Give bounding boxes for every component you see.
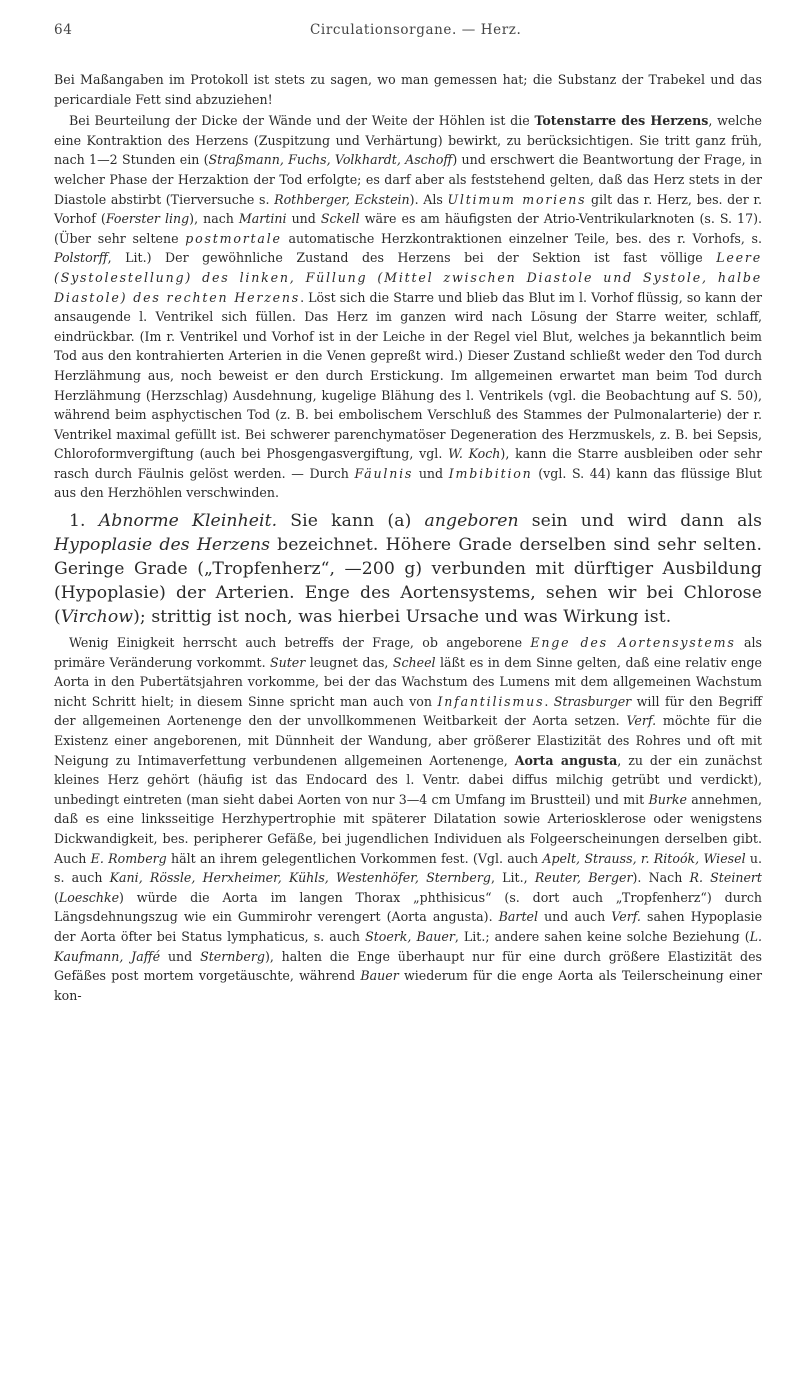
spaced-term: Fäulnis	[354, 465, 414, 481]
author-citation: Verf.	[611, 909, 641, 925]
author-citation: Strasburger	[553, 693, 632, 709]
section-title: Abnorme Kleinheit.	[98, 511, 278, 532]
page-number: 64	[54, 22, 73, 38]
section-heading-abnorme-kleinheit: 1. Abnorme Kleinheit. Sie kann (a) angeboren sein und wird dann als Hypoplasie des Herzens bezeichnet. Höhere Grade derselben sind sehr selten. Geringe Grade („Tropfenherz“, —200 g) verbunden mit dürftiger Ausbildung (Hypoplasie) der Arterien. Enge des Aortensystems, sehen wir bei Chlorose (Virchow); strittig ist noch, was hierbei Ursache und was Wirkung ist.	[54, 511, 763, 628]
author-citation: E. Romberg	[90, 850, 167, 866]
author-citation: Kani, Rössle, Herxheimer, Kühls, Westenhöfer, Sternberg	[109, 870, 491, 886]
author-citation: Scheel	[392, 654, 436, 670]
spaced-term: postmortale	[185, 230, 282, 246]
spaced-term: Ultimum moriens	[447, 191, 587, 207]
bold-term: Aorta angusta	[514, 752, 618, 768]
author-citation: Apelt, Strauss, r. Ritoók, Wiesel	[542, 850, 746, 866]
author-citation: Reuter, Berger	[534, 870, 633, 886]
author-citation: Foerster ling	[105, 211, 190, 227]
spaced-term: Leere (Systolestellung) des linken, Füllung (Mittel zwischen Diastole und Systole, halbe Diastole) des rechten Herzens	[54, 250, 762, 305]
author-citation: Suter	[270, 654, 306, 670]
author-citation: Sckell	[320, 211, 360, 227]
author-citation: Burke	[648, 791, 687, 807]
author-citation: Martini	[238, 211, 287, 227]
paragraph-aortenenge: Wenig Einigkeit herrscht auch betreffs der Frage, ob angeborene Enge des Aortensystems als primäre Veränderung vorkommt. Suter leugnet das, Scheel läßt es in dem Sinne gelten, daß eine relativ enge Aorta in den Pubertätsjahren vorkomme, bei der das Wachstum des Lumens mit dem allgemeinen Wachstum nicht Schritt hielt; in diesem Sinne spricht man auch von Infantilismus. Strasburger will für den Begriff der allgemeinen Aortenenge den der unvollkommenen Weitbarkeit der Aorta setzen. Verf. möchte für die Existenz einer angeborenen, mit Dünnheit der Wandung, aber größerer Elastizität des Rohres und oft mit Neigung zu Intimaverfettung verbundenen allgemeinen Aortenenge, Aorta angusta, zu der ein zunächst kleines Herz gehört (häufig ist das Endocard des l. Ventr. dabei diffus milchig getrübt und verdickt), unbedingt eintreten (man sieht dabei Aorten von nur 3—4 cm Umfang im Brustteil) und mit Burke annehmen, daß es eine linksseitige Herzhypertrophie mit späterer Dilatation sowie Arteriosklerose oder wenigstens Dickwandigkeit, bes. peripherer Gefäße, bei jugendlichen Individuen als Folgeerscheinungen derselben gibt. Auch E. Romberg hält an ihrem gelegentlichen Vorkommen fest. (Vgl. auch Apelt, Strauss, r. Ritoók, Wiesel u. s. auch Kani, Rössle, Herxheimer, Kühls, Westenhöfer, Sternberg, Lit., Reuter, Berger). Nach R. Steinert (Loeschke) würde die Aorta im langen Thorax „phthisicus“ (s. dort auch „Tropfenherz“) durch Längsdehnungszug wie ein Gummirohr verengert (Aorta angusta). Bartel und auch Verf. sahen Hypoplasie der Aorta öfter bei Status lymphaticus, s. auch Stoerk, Bauer, Lit.; andere sahen keine solche Beziehung (L. Kaufmann, Jaffé und Sternberg), halten die Enge überhaupt nur für eine durch größere Elastizität des Gefäßes post mortem vorgetäuschte, während Bauer wiederum für die enge Aorta als Teilerscheinung einer kon-	[54, 635, 763, 1003]
bold-term: Totenstarre des Herzens	[534, 113, 709, 129]
author-citation: L. Kaufmann, Jaffé	[54, 928, 762, 964]
paragraph-totenstarre: Bei Beurteilung der Dicke der Wände und der Weite der Höhlen ist die Totenstarre des Herzens, welche eine Kontraktion des Herzens (Zuspitzung und Verhärtung) bewirkt, zu berücksichtigen. Sie tritt ganz früh, nach 1—2 Stunden ein (Straßmann, Fuchs, Volkhardt, Aschoff) und erschwert die Beantwortung der Frage, in welcher Phase der Herzaktion der Tod erfolgte; es darf aber als feststehend gelten, daß das Herz stets in der Diastole abstirbt (Tierversuche s. Rothberger, Eckstein). Als Ultimum moriens gilt das r. Herz, bes. der r. Vorhof (Foerster ling), nach Martini und Sckell wäre es am häufigsten der Atrio-Ventrikularknoten (s. S. 17). (Über sehr seltene postmortale automatische Herzkontraktionen einzelner Teile, bes. des r. Vorhofs, s. Polstorff, Lit.) Der gewöhnliche Zustand des Herzens bei der Sektion ist fast völlige Leere (Systolestellung) des linken, Füllung (Mittel zwischen Diastole und Systole, halbe Diastole) des rechten Herzens. Löst sich die Starre und blieb das Blut im l. Vorhof flüssig, so kann der ansaugende l. Ventrikel sich füllen. Das Herz im ganzen wird nach Lösung der Starre weiter, schlaff, eindrückbar. (Im r. Ventrikel und Vorhof ist in der Leiche in der Regel viel Blut, welches ja bekanntlich beim Tod aus den kontrahierten Arterien in die Venen gepreßt wird.) Dieser Zustand schließt weder den Tod durch Herzlähmung aus, noch beweist er den durch Erstickung. Im allgemeinen erwartet man beim Tod durch Herzlähmung (Herzschlag) Ausdehnung, kugelige Blähung des l. Ventrikels (vgl. die Beobachtung auf S. 50), während beim asphyctischen Tod (z. B. bei embolischem Verschluß des Stammes der Pulmonalarterie) der r. Ventrikel maximal gefüllt ist. Bei schwerer parenchymatöser Degeneration des Herzmuskels, z. B. bei Sepsis, Chloroformvergiftung (auch bei Phosgengasvergiftung, vgl. W. Koch), kann die Starre ausbleiben oder sehr rasch durch Fäulnis gelöst werden. — Durch Fäulnis und Imbibition (vgl. S. 44) kann das flüssige Blut aus den Herzhöhlen verschwinden.	[54, 113, 763, 501]
author-citation: Sternberg	[200, 948, 265, 964]
author-citation: W. Koch	[448, 446, 501, 462]
author-citation: Verf.	[626, 713, 657, 729]
author-citation: Stoerk, Bauer	[365, 928, 455, 944]
author-citation: Rothberger, Eckstein	[274, 191, 410, 207]
paragraph-measurement-note: Bei Maßangaben im Protokoll ist stets zu sagen, wo man gemessen hat; die Substanz der Trabekel und das pericardiale Fett sind abzuziehen!	[54, 72, 762, 107]
author-citation: Virchow	[60, 607, 134, 628]
author-citation: Polstorff	[54, 250, 108, 266]
author-citation: Straßmann, Fuchs, Volkhardt, Aschoff	[208, 152, 453, 168]
running-head	[54, 22, 762, 48]
author-citation: Bartel	[498, 909, 538, 925]
spaced-term: Infantilismus	[437, 693, 545, 709]
author-citation: Bauer	[360, 968, 399, 984]
running-title: Circulationsorgane. — Herz.	[310, 22, 522, 38]
author-citation: Loeschke	[58, 889, 120, 905]
spaced-term: Enge des Aortensystems	[530, 635, 736, 651]
author-citation: R. Steinert	[689, 870, 762, 886]
spaced-term: Imbibition	[448, 465, 533, 481]
